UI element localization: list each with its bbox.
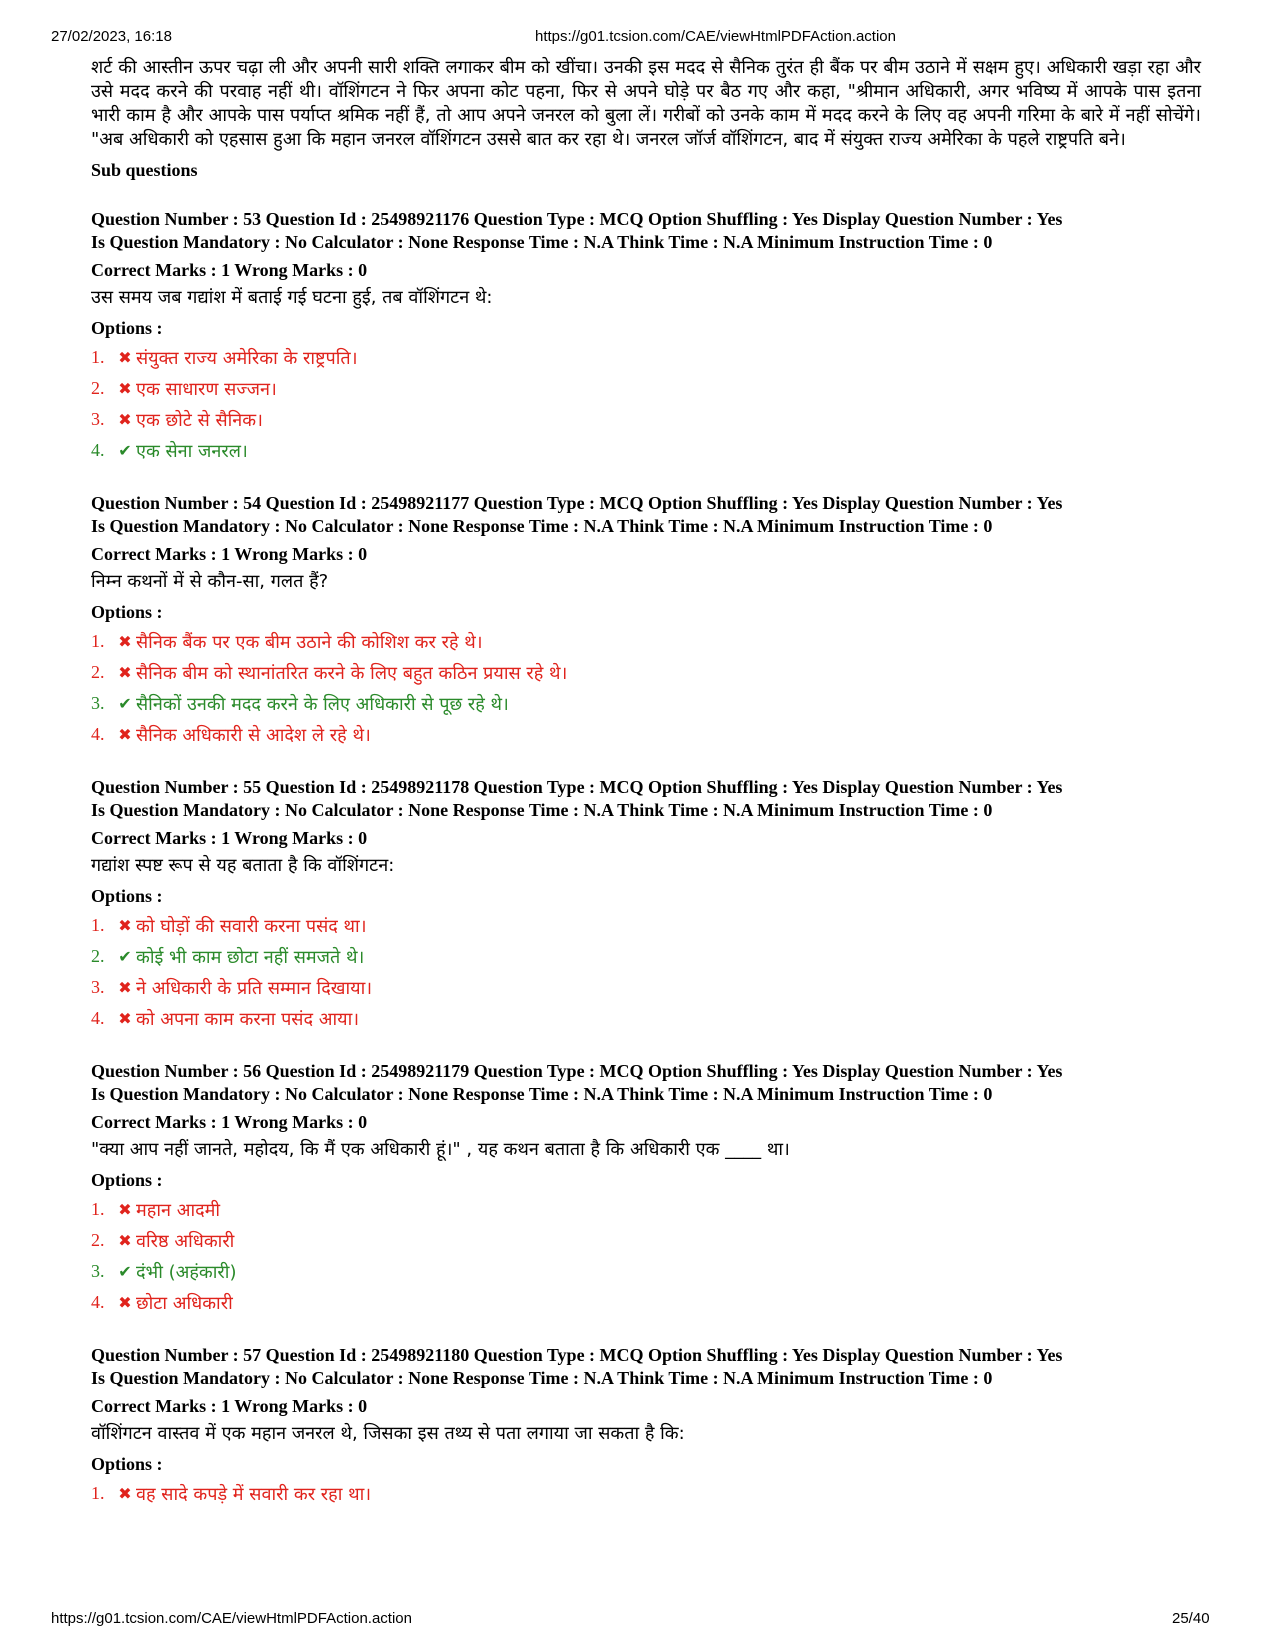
option-number: 4. xyxy=(91,724,105,744)
option-number: 1. xyxy=(91,631,105,651)
option-item xyxy=(91,1287,1201,1318)
option-item xyxy=(91,435,1201,466)
cross-icon: ✖ xyxy=(118,410,132,429)
option-item xyxy=(91,1003,1201,1034)
option-text: सैनिक बीम को स्थानांतरित करने के लिए बहुत कठिन प्रयास रहे थे। xyxy=(136,662,568,684)
sub-questions-label: Sub questions xyxy=(91,160,198,180)
option-text: दंभी (अहंकारी) xyxy=(136,1261,237,1283)
option-item xyxy=(91,941,1201,972)
question-meta-line1: Question Number : 56 Question Id : 25498921179 Question Type : MCQ Option Shuffling : Yes Display Question Number : Yes xyxy=(91,1061,1063,1081)
options-label: Options : xyxy=(91,602,163,622)
option-item xyxy=(91,719,1201,750)
option-text: कोई भी काम छोटा नहीं समजते थे। xyxy=(136,946,365,968)
option-number: 3. xyxy=(91,409,105,429)
options-label: Options : xyxy=(91,1170,163,1190)
options-label: Options : xyxy=(91,886,163,906)
question-meta-line2: Is Question Mandatory : No Calculator : None Response Time : N.A Think Time : N.A Minimum Instruction Time : 0 xyxy=(91,1368,993,1388)
cross-icon: ✖ xyxy=(118,632,132,651)
option-item xyxy=(91,972,1201,1003)
option-item xyxy=(91,626,1201,657)
option-item xyxy=(91,404,1201,435)
cross-icon: ✖ xyxy=(118,1200,132,1219)
question-meta-line2: Is Question Mandatory : No Calculator : None Response Time : N.A Think Time : N.A Minimum Instruction Time : 0 xyxy=(91,516,993,536)
cross-icon: ✖ xyxy=(118,379,132,398)
option-text: एक साधारण सज्जन। xyxy=(136,378,277,400)
question-marks: Correct Marks : 1 Wrong Marks : 0 xyxy=(91,544,368,564)
option-text: को घोड़ों की सवारी करना पसंद था। xyxy=(136,915,367,937)
cross-icon: ✖ xyxy=(118,1231,132,1250)
option-text: वह सादे कपड़े में सवारी कर रहा था। xyxy=(136,1483,372,1505)
question-block xyxy=(91,776,1201,1034)
options-label: Options : xyxy=(91,1454,163,1474)
question-text: निम्न कथनों में से कौन-सा, गलत हैं? xyxy=(91,571,329,592)
check-icon: ✔ xyxy=(118,947,132,966)
option-number: 2. xyxy=(91,946,105,966)
option-text: को अपना काम करना पसंद आया। xyxy=(136,1008,360,1030)
option-number: 3. xyxy=(91,1261,105,1281)
option-text: संयुक्त राज्य अमेरिका के राष्ट्रपति। xyxy=(136,347,358,369)
option-item xyxy=(91,910,1201,941)
option-number: 1. xyxy=(91,915,105,935)
option-text: सैनिक अधिकारी से आदेश ले रहे थे। xyxy=(136,724,371,746)
option-number: 4. xyxy=(91,440,105,460)
document-body xyxy=(91,56,1201,1509)
check-icon: ✔ xyxy=(118,694,132,713)
print-header-url: https://g01.tcsion.com/CAE/viewHtmlPDFAction.action xyxy=(535,28,896,45)
question-block xyxy=(91,1344,1201,1509)
question-text: गद्यांश स्पष्ट रूप से यह बताता है कि वॉशिंगटन: xyxy=(91,855,395,876)
cross-icon: ✖ xyxy=(118,348,132,367)
question-text: उस समय जब गद्यांश में बताई गई घटना हुई, तब वॉशिंगटन थे: xyxy=(91,287,493,308)
print-datetime: 27/02/2023, 16:18 xyxy=(51,28,172,45)
cross-icon: ✖ xyxy=(118,663,132,682)
option-text: ने अधिकारी के प्रति सम्मान दिखाया। xyxy=(136,977,373,999)
question-marks: Correct Marks : 1 Wrong Marks : 0 xyxy=(91,260,368,280)
check-icon: ✔ xyxy=(118,441,132,460)
cross-icon: ✖ xyxy=(118,725,132,744)
option-number: 1. xyxy=(91,1199,105,1219)
option-text: सैनिकों उनकी मदद करने के लिए अधिकारी से पूछ रहे थे। xyxy=(136,693,509,715)
option-number: 3. xyxy=(91,977,105,997)
option-number: 3. xyxy=(91,693,105,713)
option-text: सैनिक बैंक पर एक बीम उठाने की कोशिश कर रहे थे। xyxy=(136,631,483,653)
option-number: 2. xyxy=(91,378,105,398)
option-item xyxy=(91,1194,1201,1225)
option-text: वरिष्ठ अधिकारी xyxy=(136,1230,235,1252)
option-number: 4. xyxy=(91,1008,105,1028)
question-marks: Correct Marks : 1 Wrong Marks : 0 xyxy=(91,828,368,848)
option-text: महान आदमी xyxy=(136,1199,221,1221)
page-number: 25/40 xyxy=(1172,1610,1210,1627)
option-number: 1. xyxy=(91,1483,105,1503)
option-item xyxy=(91,1225,1201,1256)
question-text: वॉशिंगटन वास्तव में एक महान जनरल थे, जिसका इस तथ्य से पता लगाया जा सकता है कि: xyxy=(91,1423,685,1444)
cross-icon: ✖ xyxy=(118,978,132,997)
question-marks: Correct Marks : 1 Wrong Marks : 0 xyxy=(91,1396,368,1416)
question-marks: Correct Marks : 1 Wrong Marks : 0 xyxy=(91,1112,368,1132)
question-block xyxy=(91,1060,1201,1318)
cross-icon: ✖ xyxy=(118,916,132,935)
question-meta-line1: Question Number : 55 Question Id : 25498921178 Question Type : MCQ Option Shuffling : Yes Display Question Number : Yes xyxy=(91,777,1063,797)
option-item xyxy=(91,1478,1201,1509)
cross-icon: ✖ xyxy=(118,1484,132,1503)
option-number: 2. xyxy=(91,662,105,682)
option-number: 4. xyxy=(91,1292,105,1312)
option-text: एक छोटे से सैनिक। xyxy=(136,409,263,431)
question-meta-line1: Question Number : 53 Question Id : 25498921176 Question Type : MCQ Option Shuffling : Yes Display Question Number : Yes xyxy=(91,209,1063,229)
option-number: 2. xyxy=(91,1230,105,1250)
print-footer-url: https://g01.tcsion.com/CAE/viewHtmlPDFAction.action xyxy=(51,1610,412,1627)
question-block xyxy=(91,208,1201,466)
option-item xyxy=(91,1256,1201,1287)
options-label: Options : xyxy=(91,318,163,338)
question-meta-line1: Question Number : 54 Question Id : 25498921177 Question Type : MCQ Option Shuffling : Yes Display Question Number : Yes xyxy=(91,493,1063,513)
question-meta-line1: Question Number : 57 Question Id : 25498921180 Question Type : MCQ Option Shuffling : Yes Display Question Number : Yes xyxy=(91,1345,1063,1365)
option-text: छोटा अधिकारी xyxy=(136,1292,233,1314)
passage-text: शर्ट की आस्तीन ऊपर चढ़ा ली और अपनी सारी शक्ति लगाकर बीम को खींचा। उनकी इस मदद से सैनिक तुरंत ही बैंक पर बीम उठाने में सक्षम हुए। अधिकारी खड़ा रहा और उसे मदद करने की परवाह नहीं थी। वॉशिंगटन ने फिर अपना कोट पहना, फिर से अपने घोड़े पर बैठ गए और कहा, "श्रीमान अधिकारी, अगर भविष्य में आपके पास इतना भारी काम है और आपके पास पर्याप्त श्रमिक नहीं हैं, तो आप अपने जनरल को बुला लें। गरीबों को उनके काम में मदद करने के लिए वह अपनी गरिमा के बारे में नहीं सोचेंगे। "अब अधिकारी को एहसास हुआ कि महान जनरल वॉशिंगटन उससे बात कर रहा थे। जनरल जॉर्ज वॉशिंगटन, बाद में संयुक्त राज्य अमेरिका के पहले राष्ट्रपति बने। xyxy=(91,57,1201,150)
question-meta-line2: Is Question Mandatory : No Calculator : None Response Time : N.A Think Time : N.A Minimum Instruction Time : 0 xyxy=(91,1084,993,1104)
cross-icon: ✖ xyxy=(118,1009,132,1028)
question-block xyxy=(91,492,1201,750)
question-meta-line2: Is Question Mandatory : No Calculator : None Response Time : N.A Think Time : N.A Minimum Instruction Time : 0 xyxy=(91,232,993,252)
question-meta-line2: Is Question Mandatory : No Calculator : None Response Time : N.A Think Time : N.A Minimum Instruction Time : 0 xyxy=(91,800,993,820)
check-icon: ✔ xyxy=(118,1262,132,1281)
question-list xyxy=(91,208,1201,1509)
question-text: "क्या आप नहीं जानते, महोदय, कि मैं एक अधिकारी हूं।" , यह कथन बताता है कि अधिकारी एक ____ था। xyxy=(91,1139,790,1160)
option-text: एक सेना जनरल। xyxy=(136,440,248,462)
option-item xyxy=(91,342,1201,373)
option-item xyxy=(91,373,1201,404)
option-item xyxy=(91,657,1201,688)
option-item xyxy=(91,688,1201,719)
option-number: 1. xyxy=(91,347,105,367)
cross-icon: ✖ xyxy=(118,1293,132,1312)
